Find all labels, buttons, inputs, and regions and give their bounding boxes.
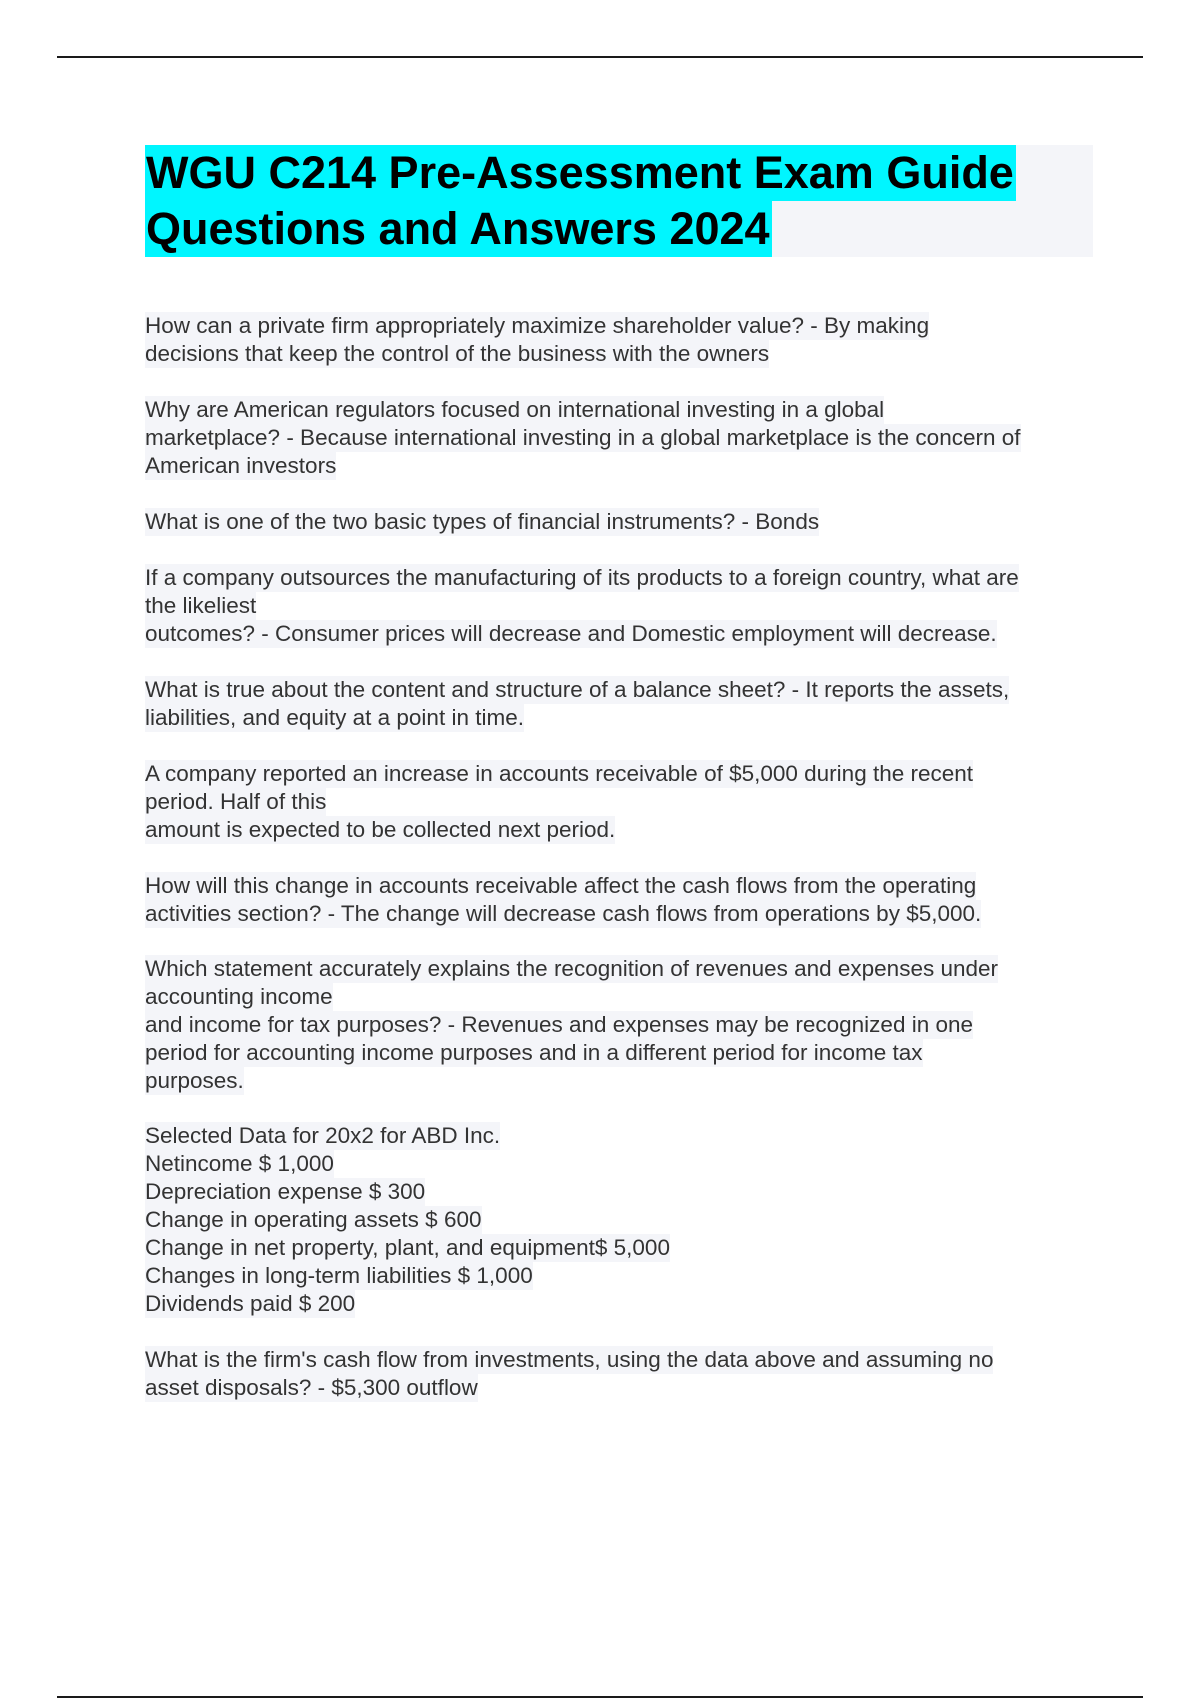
- text-line: If a company outsources the manufacturing of its products to a foreign country, what are: [145, 565, 1019, 590]
- qa-paragraph: [145, 564, 1100, 648]
- text-line: decisions that keep the control of the business with the owners: [145, 341, 770, 366]
- text-line: and income for tax purposes? - Revenues and expenses may be recognized in one: [145, 1012, 974, 1037]
- text-line: What is one of the two basic types of financial instruments? - Bonds: [145, 509, 820, 534]
- qa-paragraph: [145, 396, 1100, 480]
- text-line: amount is expected to be collected next period.: [145, 817, 616, 842]
- document-title: [145, 145, 1093, 257]
- text-line: accounting income: [145, 984, 333, 1009]
- header-rule: [57, 56, 1143, 58]
- text-line: What is true about the content and structure of a balance sheet? - It reports the assets,: [145, 677, 1010, 702]
- text-line: American investors: [145, 453, 337, 478]
- text-line: period. Half of this: [145, 789, 327, 814]
- text-line: Netincome $ 1,000: [145, 1151, 334, 1176]
- qa-paragraph: [145, 508, 1100, 536]
- title-line: Questions and Answers 2024: [145, 201, 772, 257]
- text-line: Changes in long-term liabilities $ 1,000: [145, 1263, 533, 1288]
- text-line: liabilities, and equity at a point in time.: [145, 705, 524, 730]
- qa-paragraph: [145, 955, 1100, 1095]
- footer-rule: [57, 1696, 1143, 1698]
- text-line: marketplace? - Because international investing in a global marketplace is the concern of: [145, 425, 1021, 450]
- text-line: period for accounting income purposes and in a different period for income tax: [145, 1040, 923, 1065]
- text-line: activities section? - The change will decrease cash flows from operations by $5,000.: [145, 901, 982, 926]
- text-line: Which statement accurately explains the recognition of revenues and expenses under: [145, 956, 999, 981]
- title-line: WGU C214 Pre-Assessment Exam Guide: [145, 145, 1016, 201]
- text-line: Why are American regulators focused on international investing in a global: [145, 397, 885, 422]
- text-line: outcomes? - Consumer prices will decrease and Domestic employment will decrease.: [145, 621, 997, 646]
- qa-paragraph: [145, 676, 1100, 732]
- text-line: purposes.: [145, 1068, 244, 1093]
- text-line: A company reported an increase in accounts receivable of $5,000 during the recent: [145, 761, 974, 786]
- text-line: How can a private firm appropriately maximize shareholder value? - By making: [145, 313, 930, 338]
- qa-paragraph: [145, 1346, 1100, 1402]
- text-line: the likeliest: [145, 593, 257, 618]
- text-line: Selected Data for 20x2 for ABD Inc.: [145, 1123, 501, 1148]
- text-line: How will this change in accounts receivable affect the cash flows from the operating: [145, 873, 977, 898]
- text-line: Change in net property, plant, and equipment$ 5,000: [145, 1235, 670, 1260]
- data-list: [145, 1122, 1100, 1318]
- qa-paragraph: [145, 872, 1100, 928]
- qa-paragraph: [145, 312, 1100, 368]
- text-line: Depreciation expense $ 300: [145, 1179, 426, 1204]
- text-line: What is the firm's cash flow from investments, using the data above and assuming no: [145, 1347, 994, 1372]
- text-line: Dividends paid $ 200: [145, 1291, 356, 1316]
- qa-paragraph: [145, 760, 1100, 844]
- text-line: Change in operating assets $ 600: [145, 1207, 482, 1232]
- text-line: asset disposals? - $5,300 outflow: [145, 1375, 478, 1400]
